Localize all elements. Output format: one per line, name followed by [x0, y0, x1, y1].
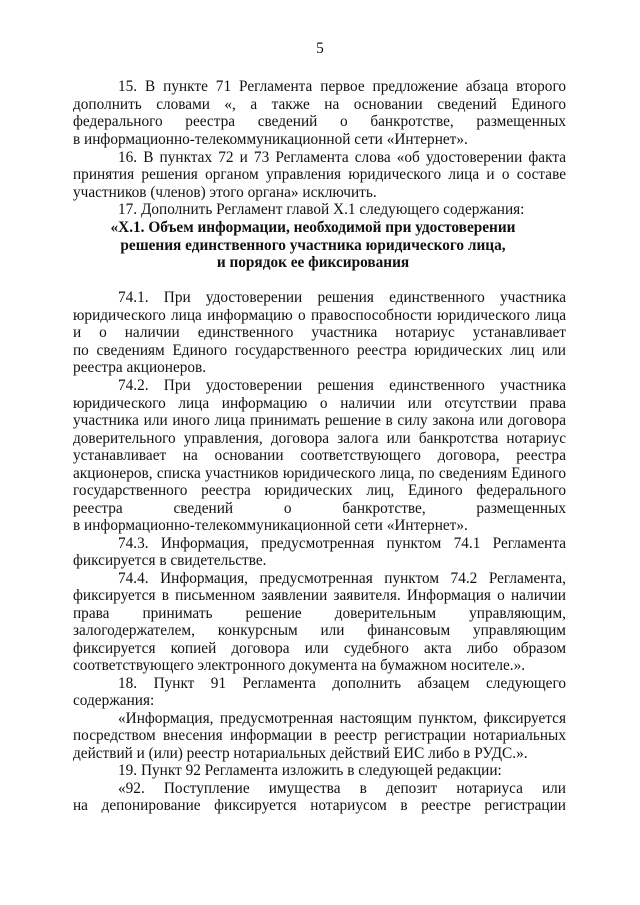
paragraph-line-p74-4: права принимать решение доверительным управляющим, — [73, 604, 566, 622]
paragraph-line-p74-4: залогодержателем, конкурсным или финансовым управляющим — [73, 622, 566, 639]
paragraph-line-p74-1: и о наличии единственного участника нотариус устанавливает — [73, 324, 566, 341]
paragraph-line-p16: 16. В пунктах 72 и 73 Регламента слова «об удостоверении факта — [118, 148, 566, 166]
paragraph-line-p17: 17. Дополнить Регламент главой Х.1 следующего содержания: — [118, 201, 525, 218]
paragraph-line-p74-1: юридического лица информацию о правоспособности юридического лица — [73, 306, 566, 324]
paragraph-line-p74-2: участника или иного лица принимать решение в силу закона или договора — [73, 412, 566, 429]
paragraph-line-p74-2: государственного реестра юридических лиц, Единого федерального — [73, 482, 566, 499]
chapter-heading-line-chapter-title: «Х.1. Объем информации, необходимой при удостоверении — [110, 219, 516, 236]
page-number: 5 — [316, 40, 324, 57]
chapter-heading-line-chapter-title: и порядок ее фиксирования — [216, 254, 410, 271]
paragraph-line-p16: участников (членов) этого органа» исключить. — [73, 183, 377, 201]
paragraph-line-p15: 15. В пункте 71 Регламента первое предложение абзаца второго — [118, 78, 566, 95]
paragraph-line-p74-4: фиксируется копией договора или судебного акта либо образом — [73, 639, 566, 657]
paragraph-line-p74-2: реестра сведений о банкротстве, размещенных — [73, 499, 566, 517]
paragraph-line-p74-2: акционеров, списка участников юридического лица, по сведениям Единого — [73, 464, 566, 482]
paragraph-line-p16: принятия решения органом управления юридического лица и о составе — [73, 166, 566, 183]
paragraph-line-p15: в информационно-телекоммуникационной сети «Интернет». — [73, 130, 468, 148]
paragraph-line-p18: 18. Пункт 91 Регламента дополнить абзацем следующего — [118, 674, 566, 692]
paragraph-line-p18-quote: посредством внесения информации в реестр регистрации нотариальных — [73, 727, 566, 744]
paragraph-line-p74-1: реестра акционеров. — [73, 359, 207, 376]
paragraph-line-p15: федерального реестра сведений о банкротстве, размещенных — [73, 113, 566, 130]
paragraph-line-p15: дополнить словами «, а также на основании сведений Единого — [73, 95, 566, 113]
paragraph-line-p74-2: устанавливает на основании соответствующего договора, реестра — [73, 447, 566, 464]
paragraph-line-p74-4: соответствующего электронного документа на бумажном носителе.». — [73, 657, 526, 674]
paragraph-line-p74-4: фиксируется в письменном заявлении заявителя. Информация о наличии — [73, 587, 566, 604]
paragraph-line-p18-quote: «Информация, предусмотренная настоящим пунктом, фиксируется — [118, 709, 566, 727]
paragraph-line-p19: 19. Пункт 92 Регламента изложить в следующей редакции: — [118, 762, 502, 779]
paragraph-line-p18: содержания: — [73, 692, 155, 709]
paragraph-line-p74-3: 74.3. Информация, предусмотренная пунктом 74.1 Регламента — [118, 534, 566, 552]
paragraph-line-p92: на депонирование фиксируется нотариусом в реестре регистрации — [73, 797, 566, 814]
paragraph-line-p74-4: 74.4. Информация, предусмотренная пунктом 74.2 Регламента, — [118, 569, 566, 587]
paragraph-line-p18-quote: действий и (или) реестр нотариальных действий ЕИС либо в РУДС.». — [73, 744, 528, 762]
paragraph-line-p74-2: юридического лица информацию о наличии или отсутствии права — [73, 394, 566, 412]
paragraph-line-p74-1: по сведениям Единого государственного реестра юридических лиц или — [73, 341, 566, 359]
paragraph-line-p74-3: фиксируется в свидетельстве. — [73, 552, 267, 569]
paragraph-line-p74-1: 74.1. При удостоверении решения единственного участника — [118, 289, 566, 306]
paragraph-line-p92: «92. Поступление имущества в депозит нотариуса или — [118, 779, 566, 797]
paragraph-line-p74-2: доверительного управления, договора залога или банкротства нотариус — [73, 429, 566, 447]
paragraph-line-p74-2: 74.2. При удостоверении решения единственного участника — [118, 377, 566, 394]
paragraph-line-p74-2: в информационно-телекоммуникационной сети «Интернет». — [73, 517, 468, 534]
chapter-heading-line-chapter-title: решения единственного участника юридического лица, — [120, 236, 506, 254]
